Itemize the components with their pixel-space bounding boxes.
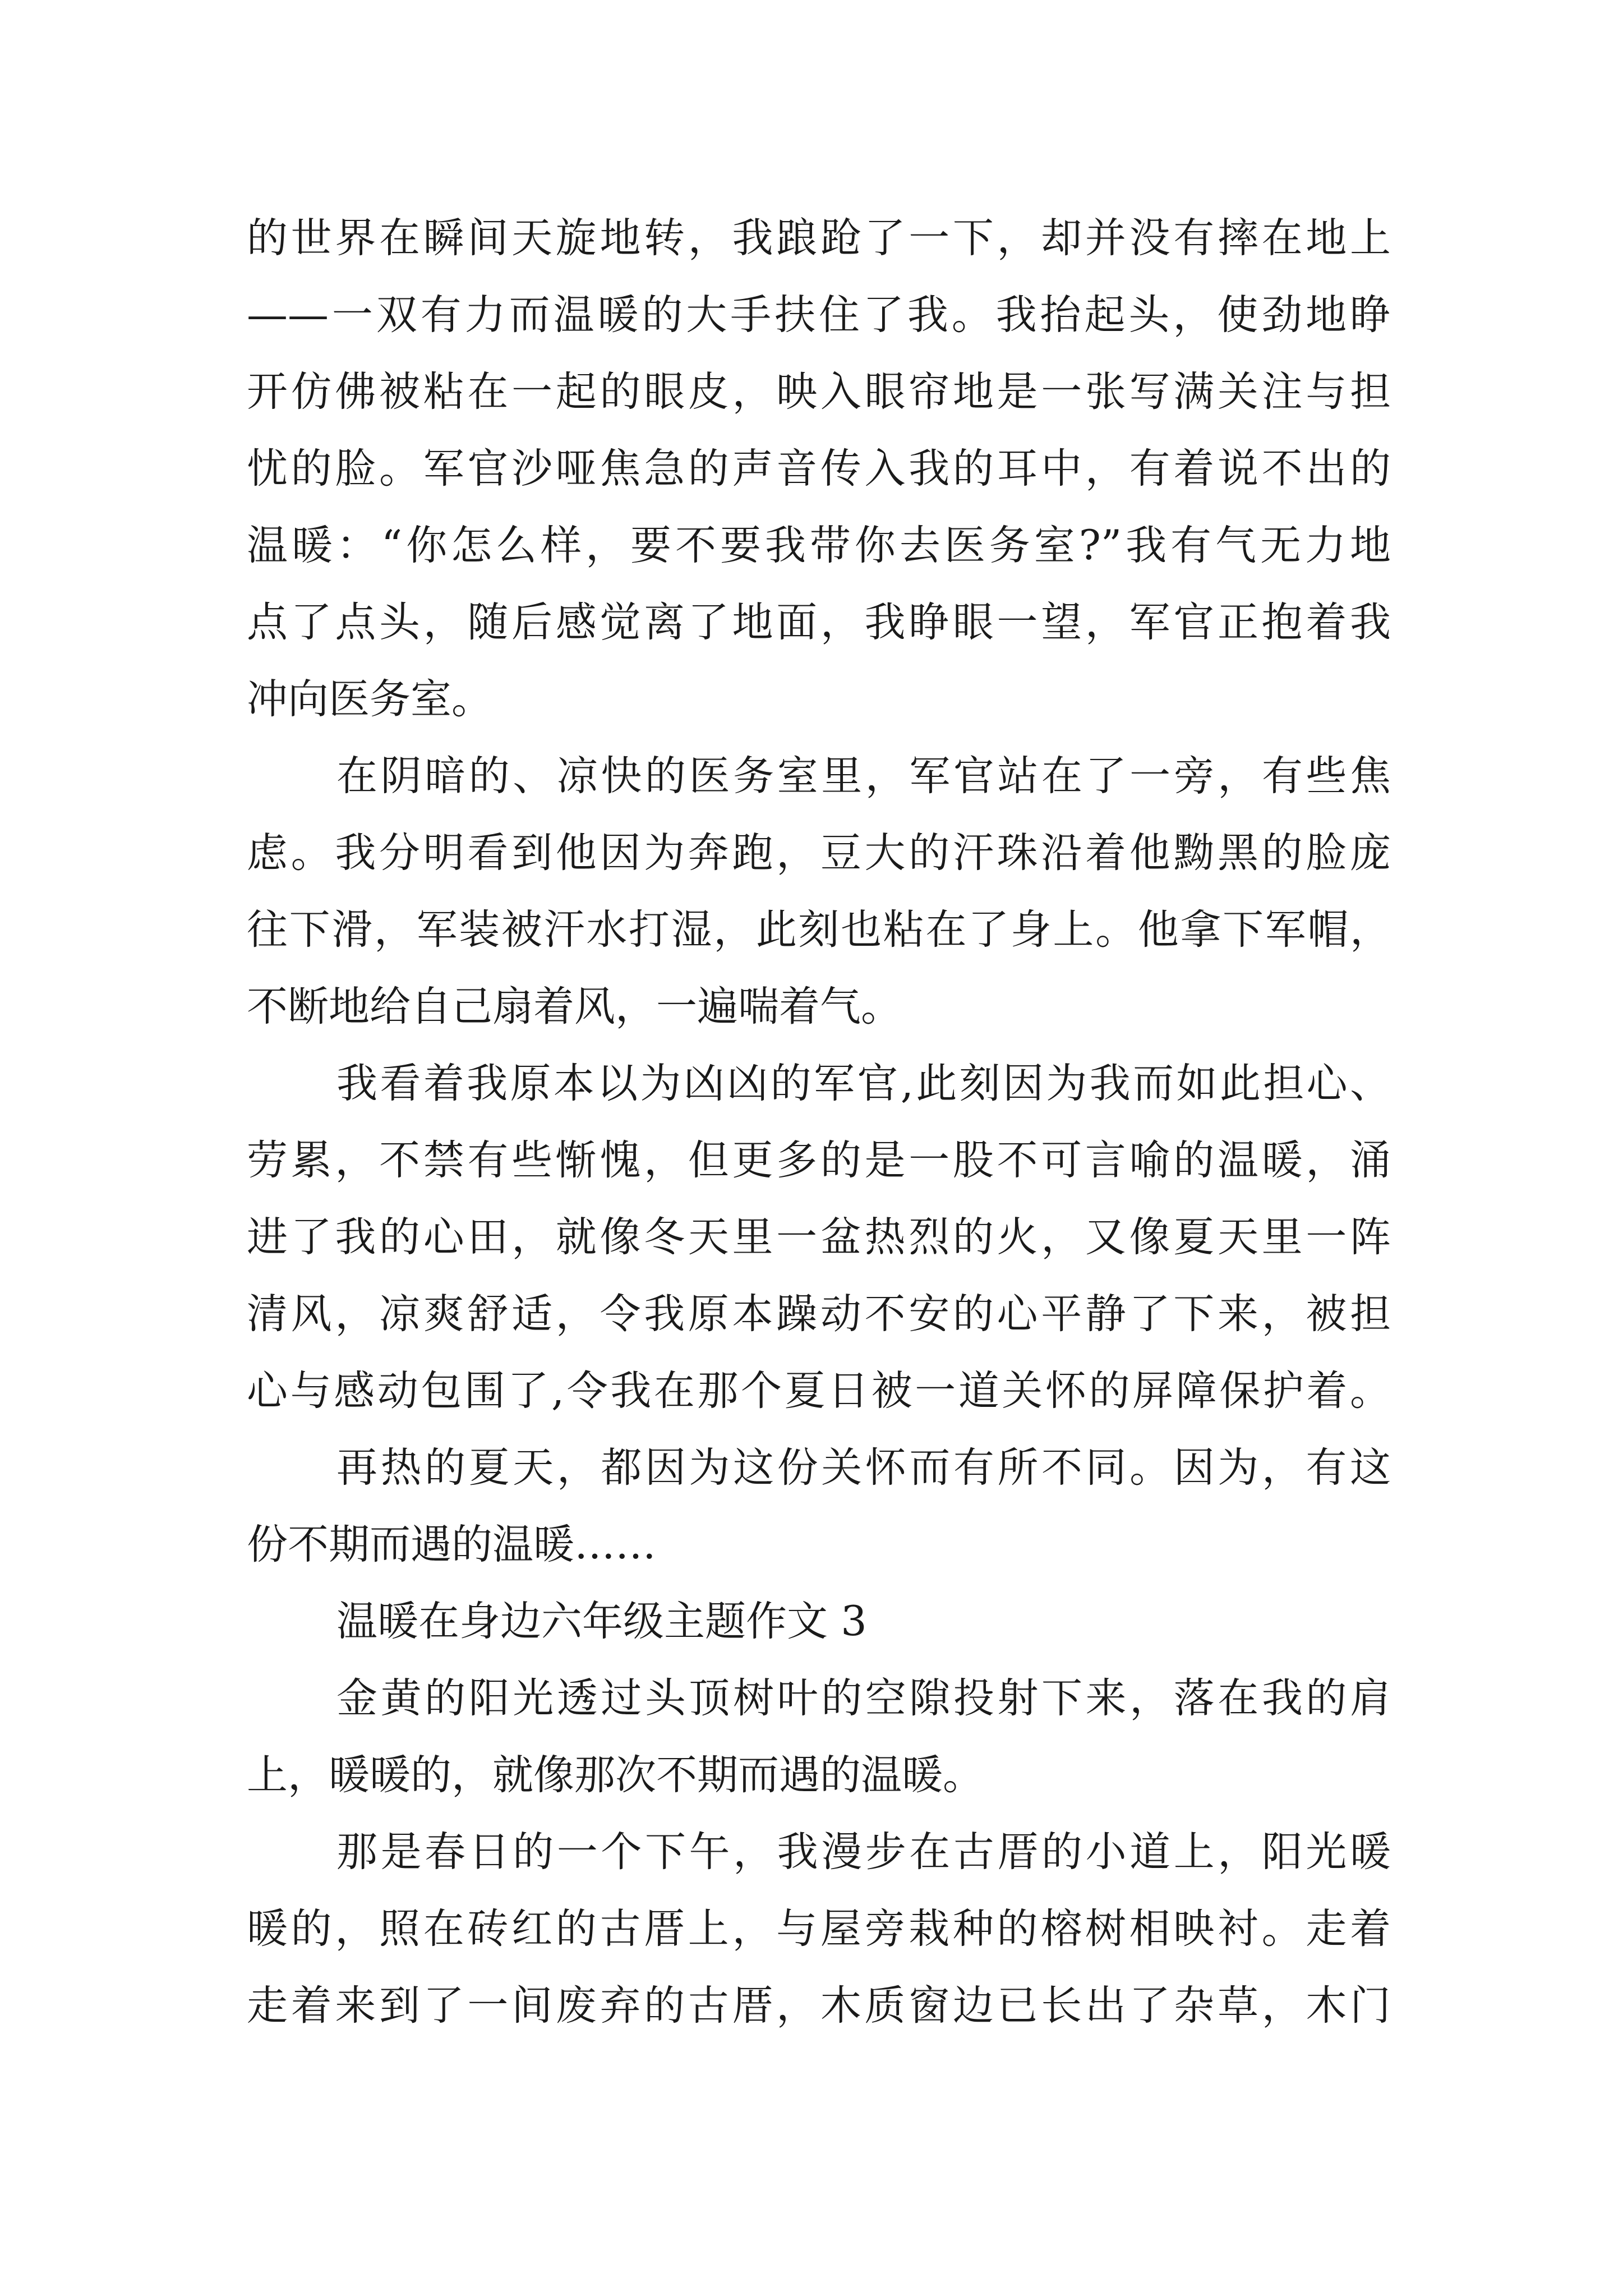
text-line: ——一双有力而温暖的大手扶住了我。我抬起头，使劲地睁 (247, 291, 1391, 339)
text-line: 那是春日的一个下午，我漫步在古厝的小道上，阳光暖 (336, 1828, 1391, 1876)
text-line: 在阴暗的、凉快的医务室里，军官站在了一旁，有些焦 (336, 752, 1391, 800)
text-line: 点了点头，随后感觉离了地面，我睁眼一望，军官正抱着我 (247, 599, 1391, 646)
text-line: 上，暖暖的，就像那次不期而遇的温暖。 (247, 1751, 984, 1799)
text-line: 忧的脸。军官沙哑焦急的声音传入我的耳中，有着说不出的 (247, 445, 1391, 493)
text-line: 我看着我原本以为凶凶的军官,此刻因为我而如此担心、 (336, 1060, 1391, 1107)
text-line: 的世界在瞬间天旋地转，我踉跄了一下，却并没有摔在地上 (247, 214, 1391, 262)
text-line: 走着来到了一间废弃的古厝，木质窗边已长出了杂草，木门 (247, 1982, 1391, 2030)
text-line: 再热的夏天，都因为这份关怀而有所不同。因为，有这 (336, 1444, 1391, 1492)
text-line: 清风，凉爽舒适，令我原本躁动不安的心平静了下来，被担 (247, 1290, 1391, 1338)
document-body (247, 200, 1391, 2044)
text-line: 进了我的心田，就像冬天里一盆热烈的火，又像夏天里一阵 (247, 1213, 1391, 1261)
text-line: 份不期而遇的温暖…… (247, 1521, 656, 1568)
text-line: 虑。我分明看到他因为奔跑，豆大的汗珠沿着他黝黑的脸庞 (247, 829, 1391, 877)
text-line: 开仿佛被粘在一起的眼皮，映入眼帘地是一张写满关注与担 (247, 368, 1391, 416)
text-line: 暖的，照在砖红的古厝上，与屋旁栽种的榕树相映衬。走着 (247, 1905, 1391, 1953)
text-line: 温暖：“你怎么样，要不要我带你去医务室?”我有气无力地 (247, 522, 1391, 569)
text-line: 温暖在身边六年级主题作文 3 (336, 1598, 867, 1645)
text-line: 心与感动包围了,令我在那个夏日被一道关怀的屏障保护着。 (247, 1367, 1391, 1415)
text-line: 劳累，不禁有些惭愧，但更多的是一股不可言喻的温暖，涌 (247, 1137, 1391, 1184)
text-line: 不断地给自己扇着风，一遍喘着气。 (247, 983, 902, 1030)
text-line: 冲向医务室。 (247, 675, 492, 723)
text-line: 金黄的阳光透过头顶树叶的空隙投射下来，落在我的肩 (336, 1674, 1391, 1722)
text-line: 往下滑，军装被汗水打湿，此刻也粘在了身上。他拿下军帽， (247, 906, 1391, 954)
